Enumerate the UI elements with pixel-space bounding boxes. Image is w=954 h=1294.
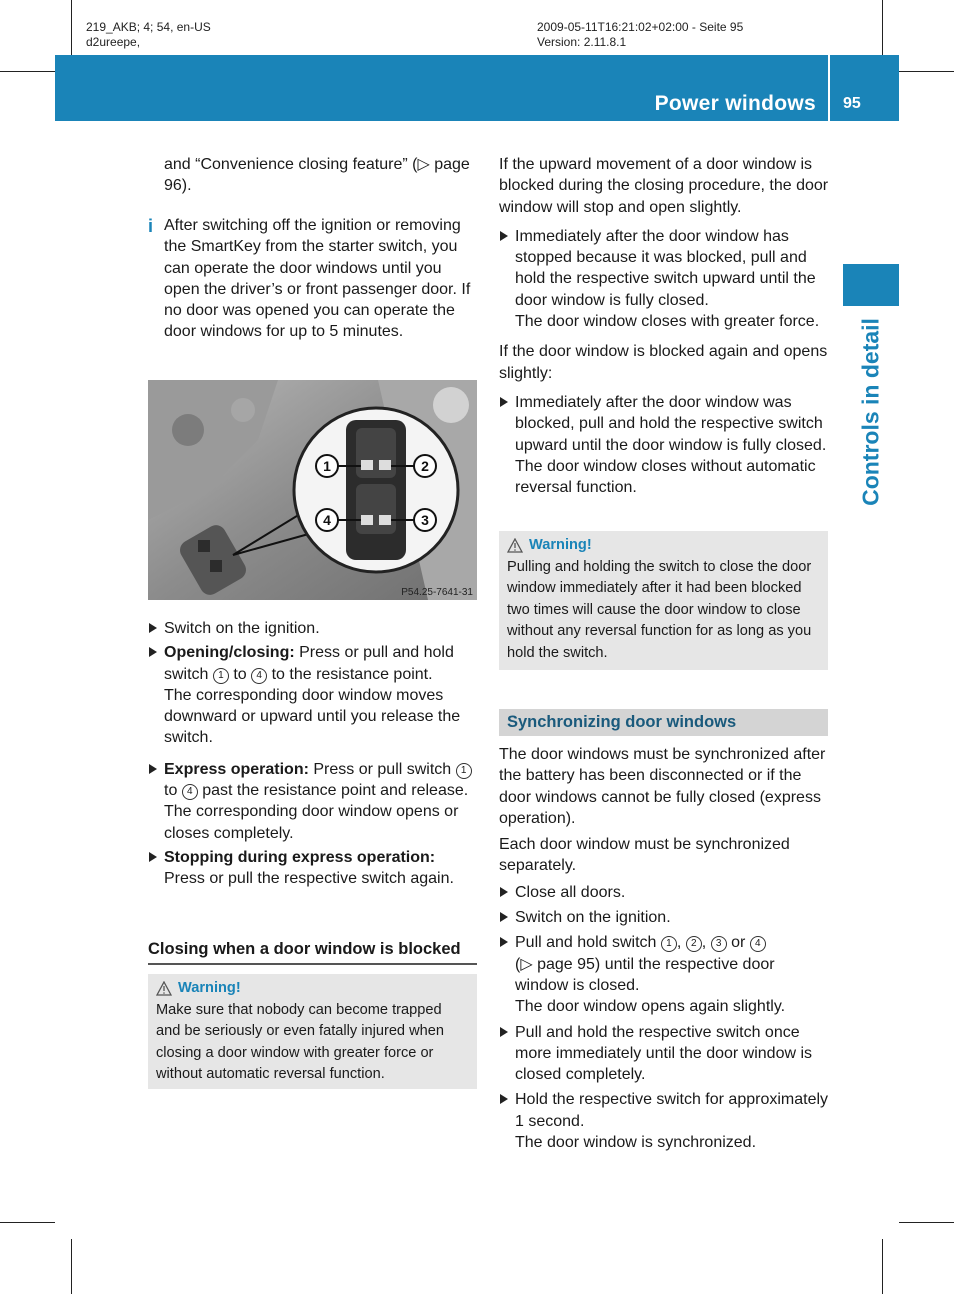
item-text: Close all doors. [515, 883, 626, 901]
photo-illustration [148, 380, 477, 600]
list-item [499, 226, 830, 332]
callout-3: 3 [421, 512, 429, 528]
item-text: Switch on the ignition. [164, 620, 320, 637]
warning-box [499, 531, 828, 670]
warning-title [507, 535, 820, 557]
switch-number-badge: 4 [251, 668, 267, 684]
item-result: The door window opens again slightly. [515, 998, 786, 1016]
item-bold: Express operation: [164, 760, 309, 778]
crop-mark [71, 1239, 72, 1294]
item-text: to [164, 782, 182, 800]
crop-mark [0, 71, 55, 72]
paragraph: Each door window must be synchronized separately. [499, 836, 790, 875]
window-switch-photo [148, 380, 477, 600]
meta-text: Version: 2.11.8.1 [537, 35, 627, 49]
photo-code: P54.25-7641-31 [401, 587, 473, 598]
warning-text: Make sure that nobody can become trapped and be seriously or even fatally injured when closing a door window with greater force or without automatic reversal function. [156, 1001, 444, 1082]
crop-mark [899, 71, 954, 72]
sync-instructions [499, 744, 830, 1153]
item-result: The door window is synchronized. [515, 1134, 757, 1152]
section-heading: Closing when a door window is blocked [148, 940, 477, 965]
intro-text [164, 154, 479, 197]
crop-mark [0, 1222, 55, 1223]
crop-mark [899, 1222, 954, 1223]
item-text: Immediately after the door window was blocked, pull and hold the respective switch upward until the door window is fully closed. [515, 393, 827, 454]
side-tab [843, 264, 899, 306]
list-item [499, 392, 830, 498]
list-item [499, 1022, 830, 1086]
item-text: to [228, 665, 252, 683]
section-title: Synchronizing door windows [507, 713, 737, 731]
crop-mark [71, 0, 72, 55]
meta-text: 2009-05-11T16:21:02+02:00 - Seite 95 [537, 20, 744, 34]
print-meta-left [86, 20, 211, 50]
paragraph: and “Convenience closing feature” (▷ page 96). [164, 156, 470, 195]
callout-4: 4 [323, 512, 331, 528]
item-text: Press or pull switch [308, 760, 456, 778]
list-item [148, 618, 479, 639]
item-result: The corresponding door window opens or closes completely. [164, 803, 459, 842]
warning-triangle-icon [156, 981, 172, 996]
warning-title [156, 978, 469, 1000]
left-instructions [148, 618, 479, 890]
switch-number-badge: 1 [213, 668, 229, 684]
page-title: Power windows [654, 92, 816, 115]
item-text: Press or pull the respective switch again. [164, 870, 454, 888]
callout-1: 1 [323, 458, 331, 474]
section-side-label: Controls in detail [857, 318, 884, 506]
crop-mark [882, 0, 883, 55]
switch-number-badge: 4 [182, 784, 198, 800]
item-result: The door window closes without automatic reversal function. [515, 457, 816, 497]
callout-2: 2 [421, 458, 429, 474]
item-text: past the resistance point and release. [197, 782, 469, 800]
switch-number-badge: 1 [456, 763, 472, 779]
list-item [499, 882, 830, 903]
list-item [499, 1089, 830, 1153]
switch-number-badge: 3 [711, 936, 727, 952]
switch-number-badge: 1 [661, 936, 677, 952]
print-meta-right [537, 20, 743, 50]
item-bold: Opening/closing: [164, 644, 295, 662]
item-text: Hold the respective switch for approximately 1 second. [515, 1091, 829, 1130]
item-result: The corresponding door window moves downward or upward until you release the switch. [164, 686, 461, 747]
paragraph: If the door window is blocked again and opens slightly: [499, 343, 828, 382]
warning-triangle-icon [507, 538, 523, 553]
item-result: The door window closes with greater force. [515, 313, 820, 331]
warning-label: Warning! [178, 980, 241, 996]
item-text: Pull and hold switch [515, 934, 661, 952]
page-number: 95 [843, 95, 861, 112]
warning-text: Pulling and holding the switch to close the door window immediately after it had been blocked two times will cause the door window to close without any reversal function for as long as you hold the switch. [507, 558, 812, 661]
item-text: to the resistance point. [267, 665, 433, 683]
list-item [148, 847, 479, 890]
right-column [499, 154, 830, 498]
switch-number-badge: 2 [686, 936, 702, 952]
paragraph: After switching off the ignition or removing the SmartKey from the starter switch, you can operate the door windows until you open the driver’s or front passenger door. If no door was opened you can operate the door windows for up to 5 minutes. [164, 217, 471, 341]
warning-label: Warning! [529, 537, 592, 553]
crop-mark [882, 1239, 883, 1294]
item-text: (▷ page 95) until the respective door window is closed. [515, 955, 775, 994]
info-note [164, 215, 479, 343]
meta-text: 219_AKB; 4; 54, en-US [86, 20, 211, 34]
item-text: Press or pull and hold switch [164, 644, 454, 683]
item-bold: Stopping during express operation: [164, 848, 436, 866]
paragraph: If the upward movement of a door window is blocked during the closing procedure, the door window will stop and open slightly. [499, 156, 829, 216]
list-item [499, 907, 830, 928]
item-text: or [726, 934, 750, 952]
item-text: Pull and hold the respective switch once more immediately until the door window is closed completely. [515, 1023, 813, 1084]
item-text: Immediately after the door window has stopped because it was blocked, pull and hold the respective switch upward until the door window is fully closed. [515, 227, 816, 309]
list-item: Pull and hold switch 1 , 2 , 3 or 4 (▷ page 95) until the respective door window is closed. The door window opens again slightly. [499, 932, 830, 1017]
meta-text: d2ureepe, [86, 35, 141, 49]
switch-number-badge: 4 [750, 936, 766, 952]
list-item [148, 759, 479, 844]
info-icon: i [148, 216, 154, 236]
list-item [148, 642, 479, 748]
header-divider [828, 55, 830, 121]
paragraph: The door windows must be synchronized after the battery has been disconnected or if the door windows cannot be fully closed (express operation). [499, 746, 826, 827]
item-text: Switch on the ignition. [515, 909, 671, 927]
warning-box [148, 974, 477, 1089]
